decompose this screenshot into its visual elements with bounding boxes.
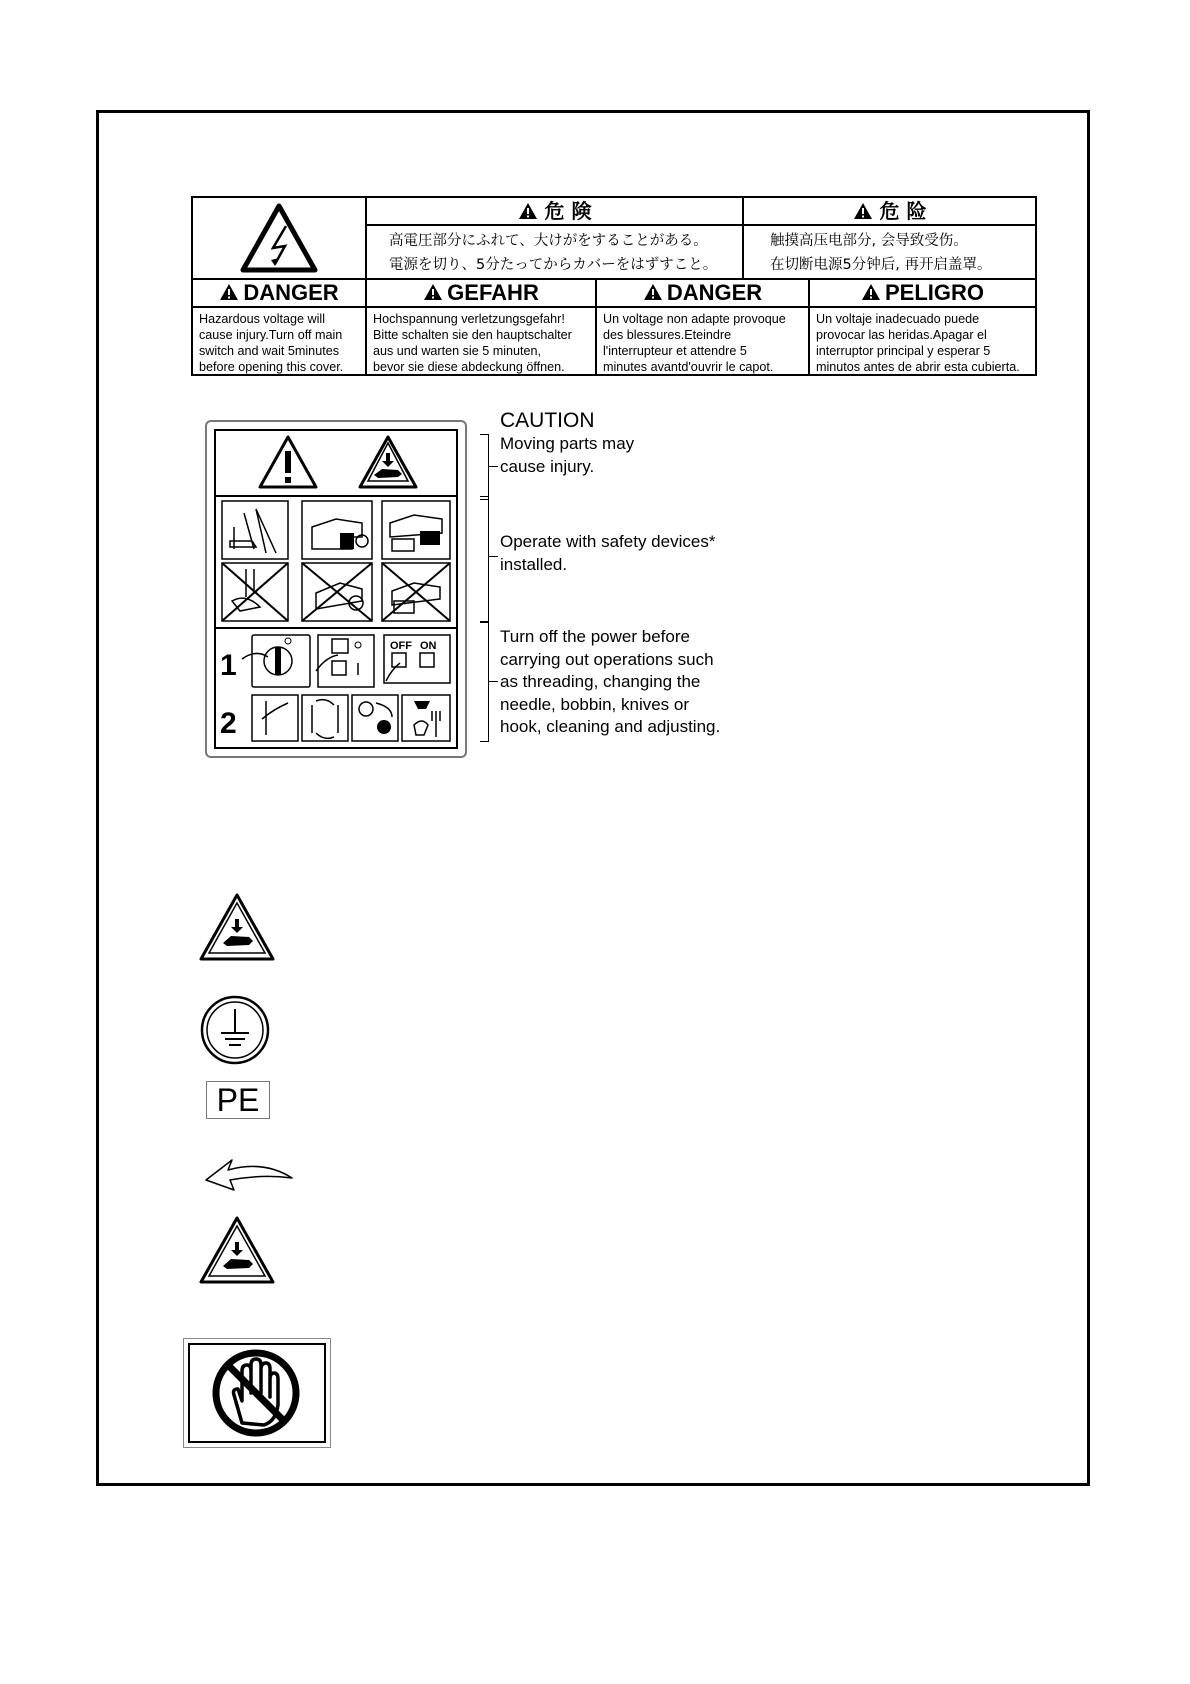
pe-label: PE	[206, 1081, 270, 1119]
safety-devices-line-1: Operate with safety devices*	[500, 532, 716, 551]
off-label: OFF	[390, 640, 412, 652]
do-not-touch-sign	[183, 1338, 331, 1448]
caution-power-off-text	[500, 626, 720, 739]
en-line-1: Hazardous voltage will	[199, 312, 325, 326]
step-2-number: 2	[220, 707, 237, 740]
power-off-line-5: hook, cleaning and adjusting.	[500, 717, 721, 736]
japanese-warning	[367, 198, 744, 278]
on-label: ON	[420, 640, 437, 652]
bracket-safety-devices	[480, 496, 489, 622]
english-warning	[193, 280, 367, 374]
moving-parts-line-1: Moving parts may	[500, 434, 635, 453]
caution-moving-parts-text	[500, 409, 634, 478]
warning-triangle-icon	[861, 281, 881, 307]
es-line-4: minutos antes de abrir esta cubierta.	[816, 360, 1020, 374]
safety-devices-line-2: installed.	[500, 554, 568, 574]
cleaning-icon	[402, 695, 450, 741]
exclamation-triangle-icon	[260, 437, 316, 487]
presser-foot-guard-icon	[222, 501, 288, 559]
es-line-2: provocar las heridas.Apagar el	[816, 328, 987, 342]
en-line-3: switch and wait 5minutes	[199, 344, 339, 358]
power-off-line-1: Turn off the power before	[500, 627, 690, 646]
push-switch-off-icon	[316, 635, 374, 687]
caution-safety-devices-text	[500, 531, 715, 576]
fr-heading: DANGER	[666, 280, 763, 305]
cn-line-1: 触摸高压电部分, 会导致受伤。	[770, 233, 968, 249]
warning-triangle-icon	[853, 199, 873, 223]
danger-label	[191, 196, 1037, 376]
fr-line-1: Un voltage non adapte provoque	[603, 312, 786, 326]
cn-line-2: 在切断电源5分钟后, 再开启盖罩。	[770, 257, 992, 273]
needle-change-icon	[302, 695, 348, 741]
power-off-line-3: as threading, changing the	[500, 672, 701, 691]
belt-cover-machine-icon	[302, 501, 372, 559]
no-motor-cover-prohibited-icon	[382, 563, 450, 621]
spanish-warning	[810, 280, 1035, 374]
de-line-1: Hochspannung verletzungsgefahr!	[373, 312, 565, 326]
power-off-steps	[216, 629, 456, 747]
french-warning	[597, 280, 810, 374]
caution-label	[205, 420, 467, 758]
no-guard-prohibited-icon	[222, 563, 288, 621]
caution-title: CAUTION	[500, 409, 595, 432]
bracket-tick	[488, 681, 498, 682]
bracket-tick	[488, 556, 498, 557]
es-heading: PELIGRO	[884, 280, 984, 305]
en-line-2: cause injury.Turn off main	[199, 328, 343, 342]
de-heading: GEFAHR	[447, 280, 539, 305]
rotation-direction-arrow-icon	[204, 1156, 296, 1201]
fr-line-2: des blessures.Eteindre	[603, 328, 732, 342]
rotary-switch-off-icon	[242, 635, 310, 687]
de-line-3: aus und warten sie 5 minuten,	[373, 344, 542, 358]
en-line-4: before opening this cover.	[199, 360, 344, 374]
jp-line-2: 電源を切り、5分たってからカバーをはずすこと。	[389, 257, 718, 273]
protective-earth-icon	[200, 995, 270, 1070]
bracket-tick	[488, 466, 498, 467]
fr-line-3: l'interrupteur et attendre 5	[603, 344, 747, 358]
warning-triangle-icon	[643, 281, 663, 307]
jp-heading: 危 険	[544, 199, 592, 223]
bracket-power-off	[480, 622, 489, 742]
jp-line-1: 高電圧部分にふれて、大けがをすることがある。	[389, 233, 708, 249]
warning-triangle-icon	[423, 281, 443, 307]
fr-line-4: minutes avantd'ouvrir le capot.	[603, 360, 774, 374]
hand-crush-warning-icon	[199, 1216, 275, 1289]
moving-parts-line-2: cause injury.	[500, 456, 595, 476]
warning-triangle-icon	[219, 281, 239, 307]
es-line-3: interruptor principal y esperar 5	[816, 344, 991, 358]
safety-device-pictograms	[216, 497, 456, 629]
motor-cover-machine-icon	[382, 501, 450, 559]
step-1-number: 1	[220, 649, 237, 682]
de-line-2: Bitte schalten sie den hauptschalter	[373, 328, 572, 342]
power-off-line-2: carrying out operations such	[500, 649, 714, 669]
hand-crush-triangle-icon	[360, 437, 416, 487]
chinese-warning	[744, 198, 1035, 278]
bobbin-change-icon	[352, 695, 398, 741]
no-belt-cover-prohibited-icon	[302, 563, 372, 621]
caution-triangles	[216, 431, 456, 497]
bracket-moving-parts	[480, 434, 489, 500]
en-heading: DANGER	[243, 280, 339, 305]
es-line-1: Un voltaje inadecuado puede	[816, 312, 980, 326]
hand-crush-warning-icon	[199, 893, 275, 966]
power-off-line-4: needle, bobbin, knives or	[500, 694, 690, 714]
off-on-switch-icon	[384, 635, 450, 683]
high-voltage-icon	[193, 198, 367, 278]
threading-icon	[252, 695, 298, 741]
warning-triangle-icon	[518, 199, 538, 223]
german-warning	[367, 280, 597, 374]
cn-heading: 危 险	[879, 199, 927, 223]
de-line-4: bevor sie diese abdeckung öffnen.	[373, 360, 565, 374]
no-touch-hand-icon	[190, 1345, 323, 1440]
